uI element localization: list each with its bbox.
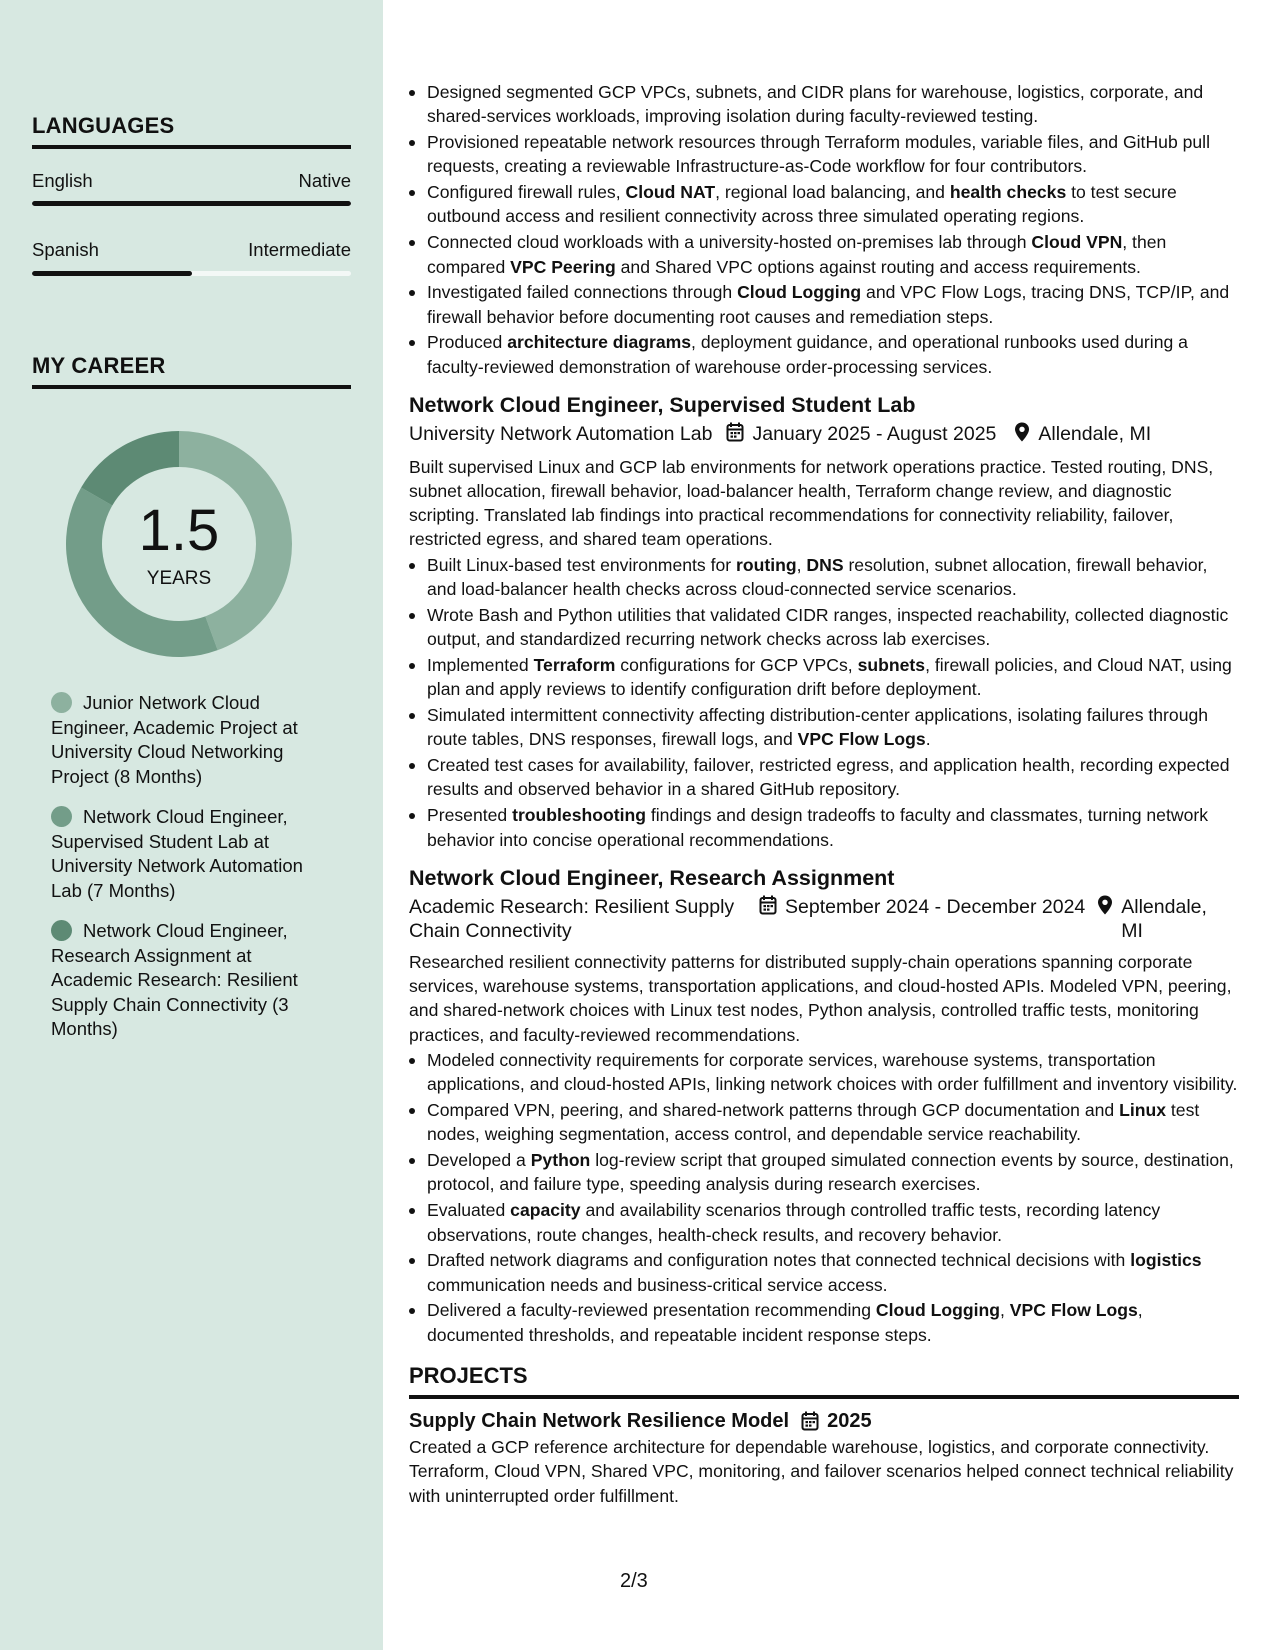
career-total-unit: YEARS [146,568,212,589]
career-total [66,431,292,657]
language-row-english [32,170,351,192]
calendar-icon [726,422,744,449]
bullet-item: Wrote Bash and Python utilities that validated CIDR ranges, inspected reachability, collected diagnostic output, and standardized recurring network checks across lab exercises. [409,603,1239,652]
job3-meta [409,895,1239,944]
project-description: Created a GCP reference architecture for dependable warehouse, logistics, and corporate connectivity. Terraform, Cloud VPN, Shared VPC, monitoring, and failover scenarios helped connect technical reliability with uninterrupted order fulfillment. [409,1437,1234,1506]
bullet-item: Provisioned repeatable network resources through Terraform modules, variable files, and GitHub pull requests, creating a reviewable Infrastructure-as-Code workflow for four contributors. [409,130,1239,179]
bullet-item: Built Linux-based test environments for routing, DNS resolution, subnet allocation, firewall behavior, and load-balancer health checks across cloud-connected service scenarios. [409,553,1239,602]
bullet-item: Configured firewall rules, Cloud NAT, regional load balancing, and health checks to test secure outbound access and resilient connectivity across three simulated operating regions. [409,180,1239,229]
language-name: English [32,170,93,191]
career-dot-icon [51,692,72,713]
language-bar-fill [32,201,351,206]
job3-org: Academic Research: Resilient Supply Chain Connectivity [409,895,735,943]
calendar-icon [759,895,777,922]
job2-dates: January 2025 - August 2025 [752,423,997,446]
location-pin-icon [1014,422,1030,449]
projects-heading: PROJECTS [409,1363,1239,1399]
job3-bullets [409,1048,1239,1347]
career-heading: MY CAREER [32,353,351,389]
project-year: 2025 [827,1410,872,1433]
career-item [51,805,321,903]
career-dot-icon [51,920,72,941]
language-row-spanish [32,239,351,261]
language-level: Intermediate [248,239,351,260]
location-pin-icon [1097,895,1113,922]
bullet-item: Created test cases for availability, failover, restricted egress, and application health, recording expected results and observed behavior in a shared GitHub repository. [409,753,1239,802]
career-item-label: Junior Network Cloud Engineer, Academic Project at University Cloud Networking Project (8 Months) [51,692,298,787]
calendar-icon [801,1411,819,1431]
sidebar [0,0,383,1650]
bullet-item: Compared VPN, peering, and shared-network patterns through GCP documentation and Linux test nodes, weighing segmentation, access control, and dependable service reachability. [409,1098,1239,1147]
bullet-item: Developed a Python log-review script that grouped simulated connection events by source, destination, protocol, and failure type, speeding analysis during research exercises. [409,1148,1239,1197]
bullet-item: Simulated intermittent connectivity affecting distribution-center applications, isolating failures through route tables, DNS responses, firewall logs, and VPC Flow Logs. [409,703,1239,752]
career-list [51,691,321,1058]
language-level: Native [298,170,351,191]
bullet-item: Designed segmented GCP VPCs, subnets, and CIDR plans for warehouse, logistics, corporate, and shared-services workloads, improving isolation during faculty-reviewed testing. [409,80,1239,129]
bullet-item: Presented troubleshooting findings and design tradeoffs to faculty and classmates, turning network behavior into concise operational recommendations. [409,803,1239,852]
job3-title: Network Cloud Engineer, Research Assignment [409,865,895,890]
career-item-label: Network Cloud Engineer, Research Assignment at Academic Research: Resilient Supply Chain Connectivity (3 Months) [51,920,298,1039]
job2-bullets [409,553,1239,852]
bullet-item: Investigated failed connections through Cloud Logging and VPC Flow Logs, tracing DNS, TCP/IP, and firewall behavior before documenting root causes and remediation steps. [409,280,1239,329]
main-content [409,80,1239,1509]
languages-heading: LANGUAGES [32,113,351,149]
career-item-label: Network Cloud Engineer, Supervised Student Lab at University Network Automation Lab (7 Months) [51,806,303,901]
career-item [51,691,321,789]
language-name: Spanish [32,239,99,260]
project-title: Supply Chain Network Resilience Model [409,1410,790,1433]
job1-bullets [409,80,1239,379]
bullet-item: Delivered a faculty-reviewed presentation recommending Cloud Logging, VPC Flow Logs, documented thresholds, and repeatable incident response steps. [409,1298,1239,1347]
job3-dates: September 2024 - December 2024 [785,895,1086,918]
bullet-item: Produced architecture diagrams, deployment guidance, and operational runbooks used during a faculty-reviewed demonstration of warehouse order-processing services. [409,330,1239,379]
job3-location: Allendale, MI [1121,895,1207,943]
bullet-item: Drafted network diagrams and configuration notes that connected technical decisions with logistics communication needs and business-critical service access. [409,1248,1239,1297]
job2-meta [409,422,1239,449]
bullet-item: Evaluated capacity and availability scenarios through controlled traffic tests, recording latency observations, route changes, health-check results, and recovery behavior. [409,1198,1239,1247]
language-bar-spanish [32,271,351,276]
job2-org: University Network Automation Lab [409,423,713,446]
career-dot-icon [51,806,72,827]
page-number: 2/3 [620,1570,648,1592]
career-total-value: 1.5 [138,498,220,563]
language-bar-fill [32,271,192,276]
job2-summary: Built supervised Linux and GCP lab environments for network operations practice. Tested routing, DNS, subnet allocation, firewall behavior, load-balancer health, Terraform change review, and diagnostic scripting. Translated lab findings into practical recommendations for connectivity reliability, failover, restricted egress, and shared team operations. [409,456,1214,550]
bullet-item: Modeled connectivity requirements for corporate services, warehouse systems, transportation applications, and cloud-hosted APIs, linking network choices with order fulfillment and inventory visibility. [409,1048,1239,1097]
project-title-row [409,1407,1239,1435]
bullet-item: Connected cloud workloads with a university-hosted on-premises lab through Cloud VPN, then compared VPC Peering and Shared VPC options against routing and access requirements. [409,230,1239,279]
language-bar-english [32,201,351,206]
job2-location: Allendale, MI [1038,423,1152,446]
career-item [51,919,321,1042]
bullet-item: Implemented Terraform configurations for GCP VPCs, subnets, firewall policies, and Cloud NAT, using plan and apply reviews to identify configuration drift before deployment. [409,653,1239,702]
job2-title: Network Cloud Engineer, Supervised Student Lab [409,393,916,418]
job3-summary: Researched resilient connectivity patterns for distributed supply-chain operations spanning corporate services, warehouse systems, transportation applications, and cloud-hosted APIs. Modeled VPN, peering, and shared-network choices with Linux test nodes, Python analysis, controlled traffic tests, monitoring practices, and faculty-reviewed recommendations. [409,951,1232,1045]
